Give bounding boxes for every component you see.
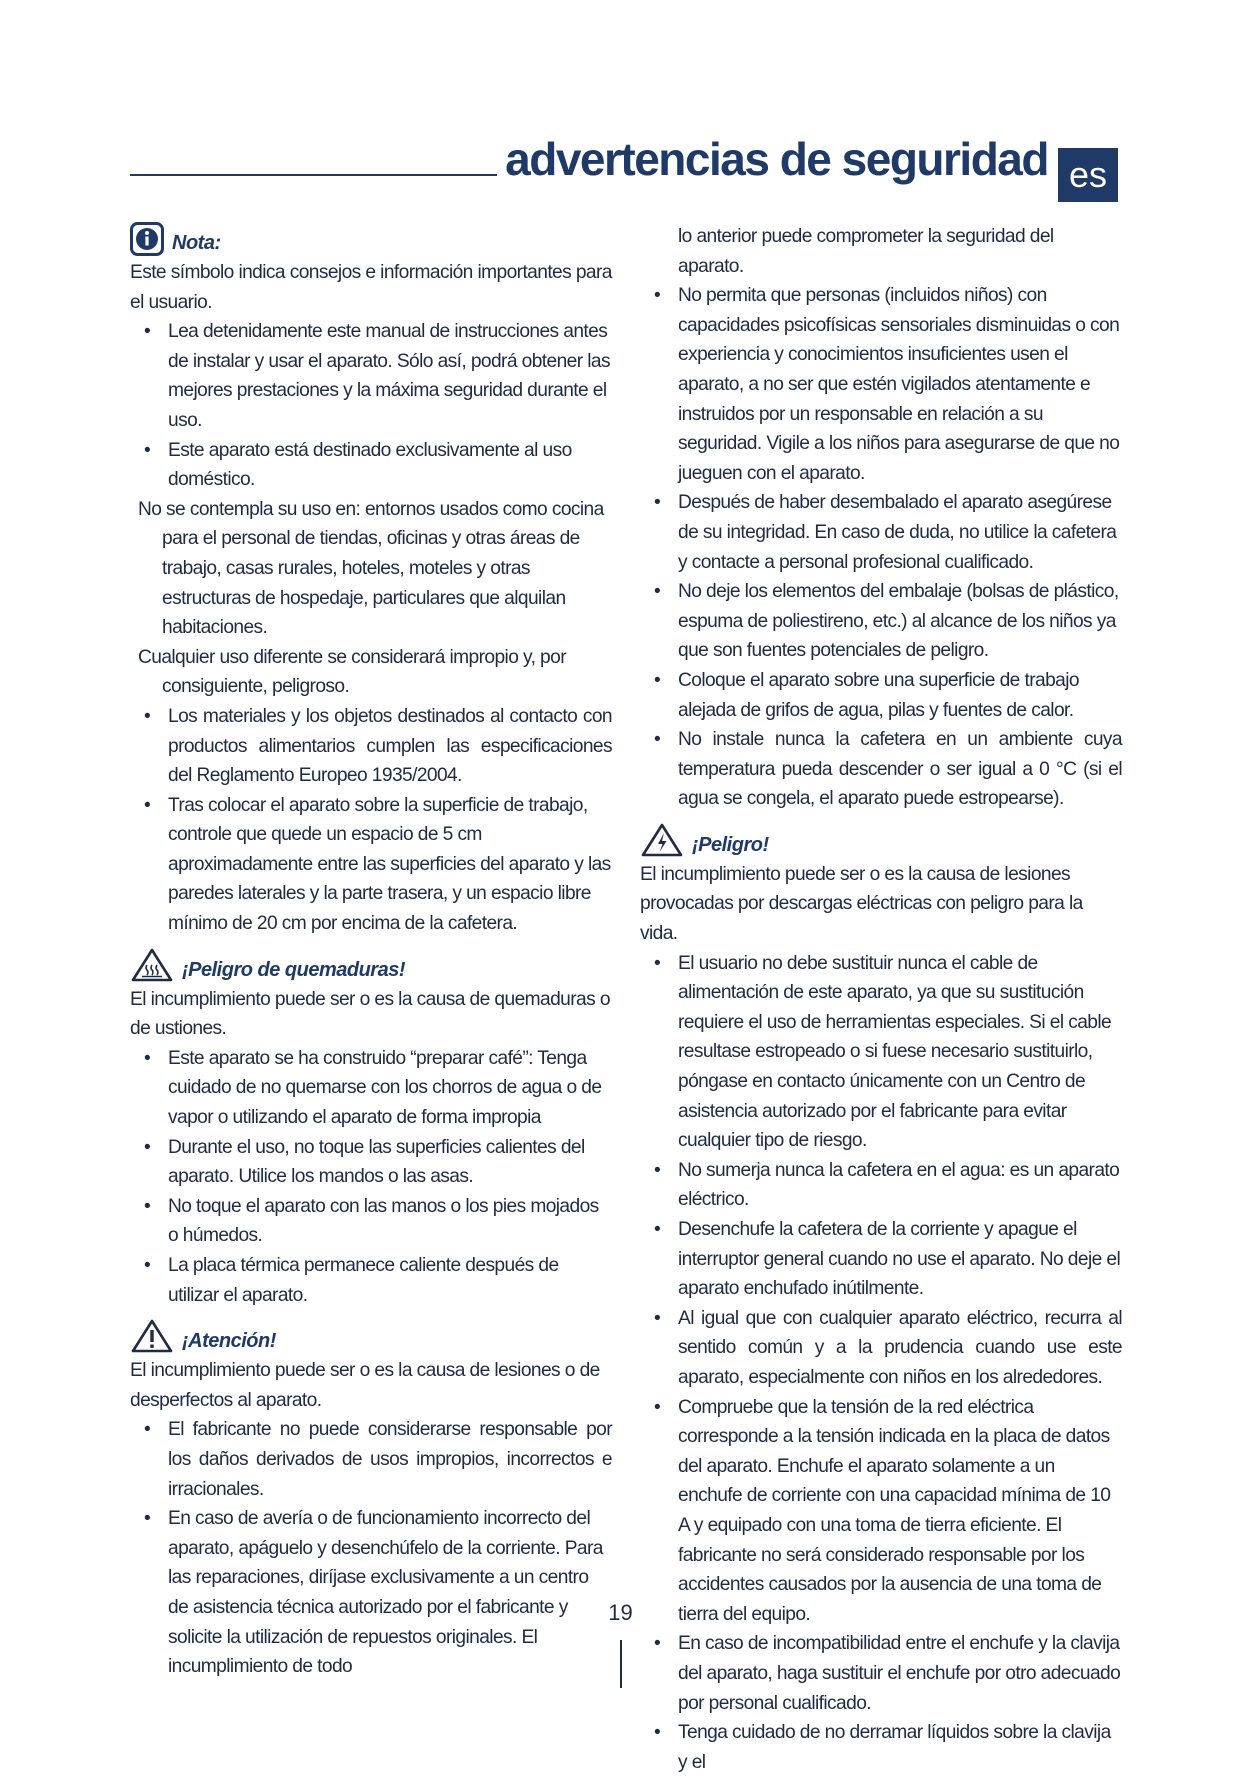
- note-intro: Este símbolo indica consejos e información importantes para el usuario.: [130, 262, 612, 313]
- attention-title: ¡Atención!: [182, 1330, 276, 1353]
- list-item: • La placa térmica permanece caliente después de utilizar el aparato.: [130, 1251, 612, 1310]
- continuation-text: lo anterior puede comprometer la seguridad del aparato.: [678, 226, 1054, 277]
- list-item: • El fabricante no puede considerarse responsable por los daños derivados de usos impropios, incorrectos e irracionales.: [130, 1415, 612, 1504]
- burn-warning-heading: [130, 943, 612, 983]
- warning-icon: [130, 1318, 174, 1354]
- attention-heading: [130, 1314, 612, 1354]
- right-column: [640, 222, 1122, 1777]
- list-item: • Desenchufe la cafetera de la corriente y apague el interruptor general cuando no use el aparato. No deje el aparato enchufado inútilmente.: [640, 1215, 1122, 1304]
- list-item: • No instale nunca la cafetera en un ambiente cuya temperatura pueda descender o ser igual a 0 °C (si el agua se congela, el aparato puede estropearse).: [640, 725, 1122, 814]
- list-item: • No toque el aparato con las manos o los pies mojados o húmedos.: [130, 1192, 612, 1251]
- page-title: advertencias de seguridad: [497, 130, 1048, 188]
- note-title: Nota:: [172, 232, 221, 254]
- list-item: • No deje los elementos del embalaje (bolsas de plástico, espuma de poliestireno, etc.) al alcance de los niños ya que son fuentes potenciales de peligro.: [640, 577, 1122, 666]
- list-item: • Coloque el aparato sobre una superficie de trabajo alejada de grifos de agua, pilas y fuentes de calor.: [640, 666, 1122, 725]
- note-heading: [130, 216, 612, 256]
- language-badge: es: [1058, 148, 1118, 202]
- list-item: • Durante el uso, no toque las superficies calientes del aparato. Utilice los mandos o las asas.: [130, 1133, 612, 1192]
- burn-warning-intro: El incumplimiento puede ser o es la causa de quemaduras o de ustiones.: [130, 988, 610, 1040]
- list-item: • Tenga cuidado de no derramar líquidos sobre la clavija y el: [640, 1718, 1122, 1777]
- electric-hazard-icon: [640, 822, 684, 858]
- paragraph: Cualquier uso diferente se considerará impropio y, por consiguiente, peligroso.: [138, 646, 566, 698]
- list-item: • Al igual que con cualquier aparato eléctrico, recurra al sentido común y a la prudencia cuando use este aparato, especialmente con niños en los alrededores.: [640, 1304, 1122, 1393]
- list-item: • Este aparato se ha construido “preparar café”: Tenga cuidado de no quemarse con los chorros de agua o de vapor o utilizando el aparato de forma impropia: [130, 1044, 612, 1133]
- electric-danger-title: ¡Peligro!: [692, 833, 769, 856]
- hot-surface-warning-icon: [130, 947, 174, 983]
- left-column: [130, 212, 612, 1682]
- list-item: • No permita que personas (incluidos niños) con capacidades psicofísicas sensoriales disminuidas o con experiencia y conocimientos insuficientes usen el aparato, a no ser que estén vigilados atentamente e instruidos por un responsable en relación a su seguridad. Vigile a los niños para asegurarse de que no jueguen con el aparato.: [640, 281, 1122, 488]
- paragraph: No se contempla su uso en: entornos usados como cocina para el personal de tiendas, oficinas y otras áreas de trabajo, casas rurales, hoteles, moteles y otras estructuras de hospedaje, particulares que alquilan habitaciones.: [138, 498, 604, 639]
- list-item: • No sumerja nunca la cafetera en el agua: es un aparato eléctrico.: [640, 1156, 1122, 1215]
- list-item: • Lea detenidamente este manual de instrucciones antes de instalar y usar el aparato. Sólo así, podrá obtener las mejores prestaciones y la máxima seguridad durante el uso.: [130, 317, 612, 435]
- footer-rule: [620, 1640, 622, 1688]
- burn-warning-title: ¡Peligro de quemaduras!: [182, 958, 405, 981]
- info-icon: [130, 222, 164, 256]
- electric-danger-heading: [640, 818, 1122, 858]
- list-item: • En caso de incompatibilidad entre el enchufe y la clavija del aparato, haga sustituir el enchufe por otro adecuado por personal cualificado.: [640, 1629, 1122, 1718]
- list-item: • Este aparato está destinado exclusivamente al uso doméstico.: [130, 436, 612, 495]
- page-number: 19: [608, 1600, 633, 1625]
- list-item: • Compruebe que la tensión de la red eléctrica corresponde a la tensión indicada en la placa de datos del aparato. Enchufe el aparato solamente a un enchufe de corriente con una capacidad mínima de 10 A y equipado con una toma de tierra eficiente. El fabricante no será considerado responsable por los accidentes causados por la ausencia de una toma de tierra del equipo.: [640, 1393, 1122, 1630]
- list-item: • En caso de avería o de funcionamiento incorrecto del aparato, apáguelo y desenchúfelo de la corriente. Para las reparaciones, diríjase exclusivamente a un centro de asistencia técnica autorizado por el fabricante y solicite la utilización de repuestos originales. El incumplimiento de todo: [130, 1504, 612, 1682]
- page-header: [130, 118, 1118, 208]
- list-item: • Los materiales y los objetos destinados al contacto con productos alimentarios cumplen las especificaciones del Reglamento Europeo 1935/2004.: [130, 702, 612, 791]
- list-item: • Tras colocar el aparato sobre la superficie de trabajo, controle que quede un espacio de 5 cm aproximadamente entre las superficies del aparato y las paredes laterales y la parte trasera, y un espacio libre mínimo de 20 cm por encima de la cafetera.: [130, 791, 612, 939]
- attention-intro: El incumplimiento puede ser o es la causa de lesiones o de desperfectos al aparato.: [130, 1360, 600, 1411]
- list-item: • Después de haber desembalado el aparato asegúrese de su integridad. En caso de duda, no utilice la cafetera y contacte a personal profesional cualificado.: [640, 488, 1122, 577]
- list-item: • El usuario no debe sustituir nunca el cable de alimentación de este aparato, ya que su sustitución requiere el uso de herramientas especiales. Si el cable resultase estropeado o si fuese necesario sustituirlo, póngase en contacto únicamente con un Centro de asistencia autorizado por el fabricante para evitar cualquier tipo de riesgo.: [640, 949, 1122, 1156]
- electric-danger-intro: El incumplimiento puede ser o es la causa de lesiones provocadas por descargas eléctricas con peligro para la vida.: [640, 863, 1083, 945]
